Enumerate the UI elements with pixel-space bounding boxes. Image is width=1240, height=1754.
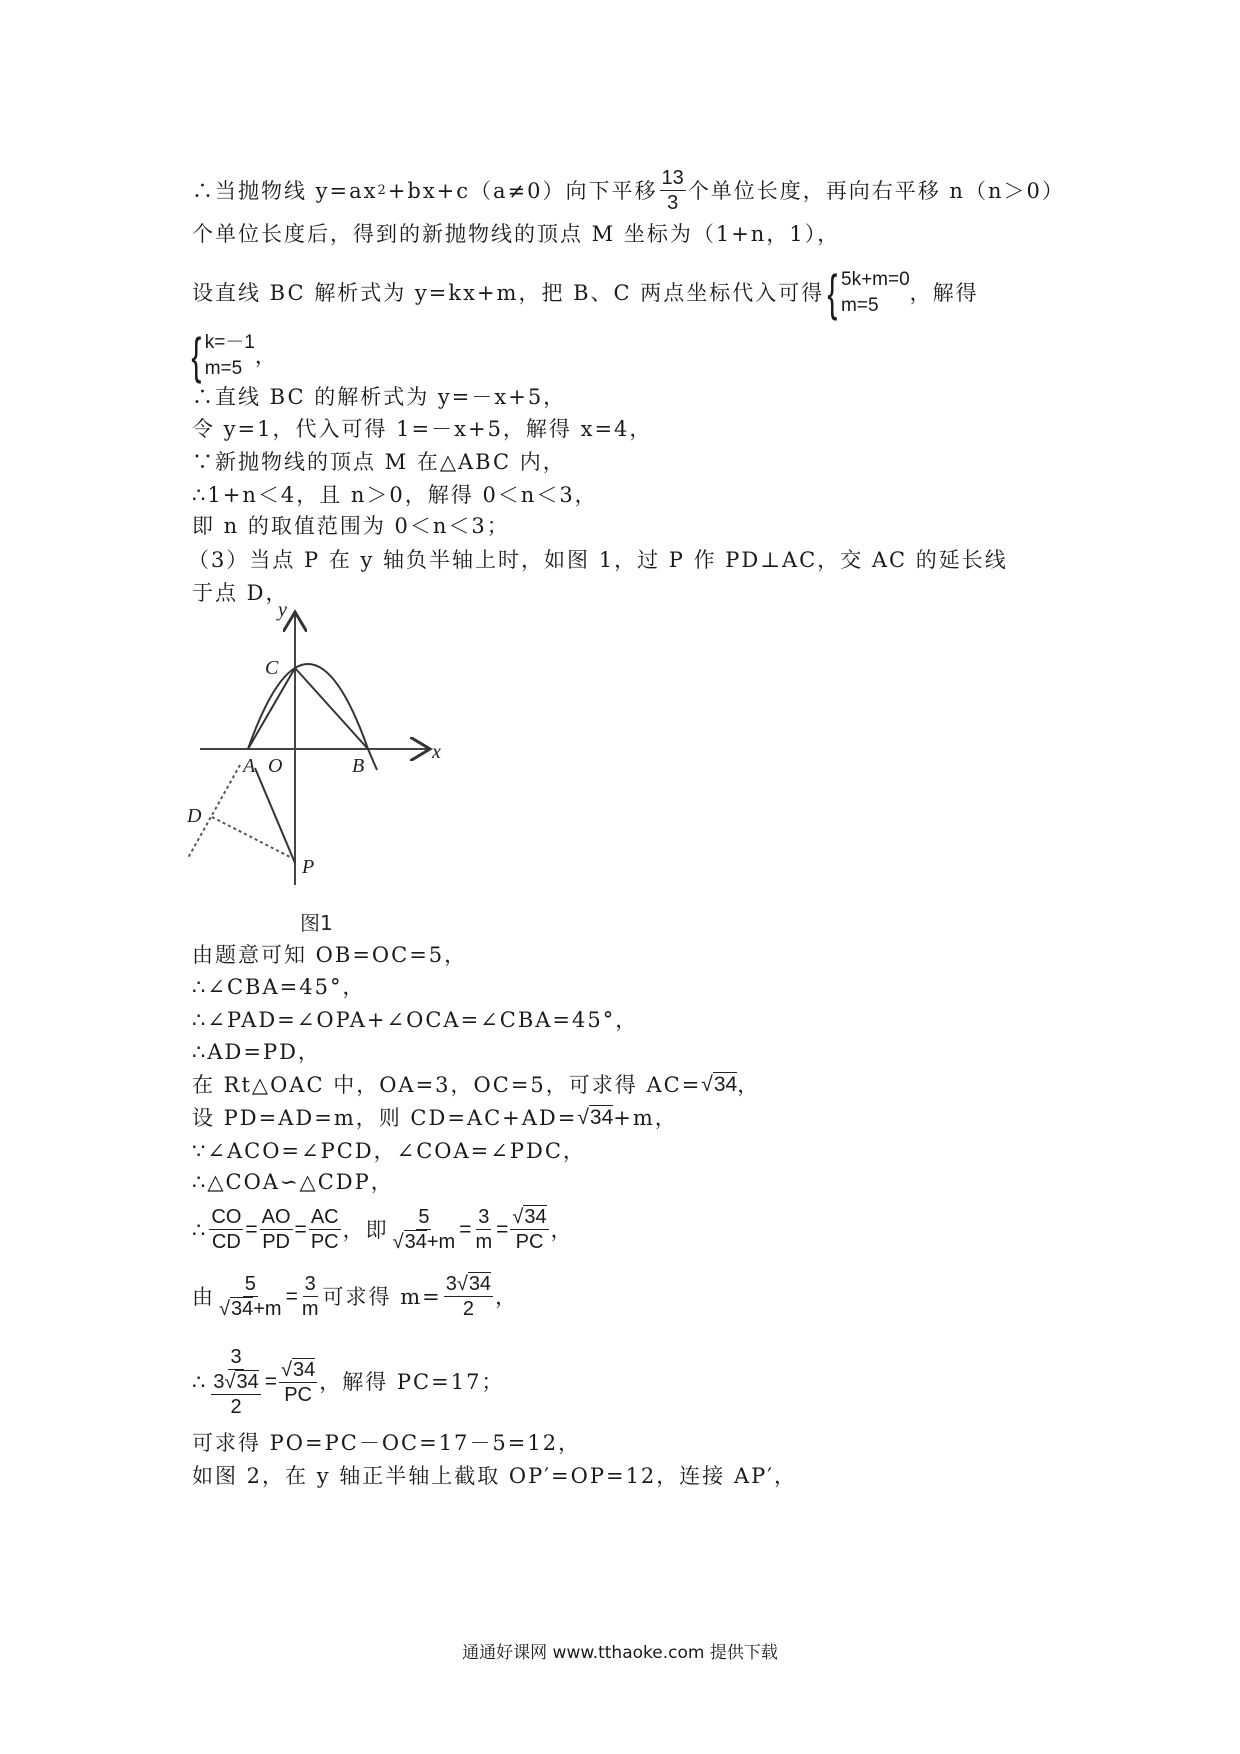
denominator: PC <box>515 1231 544 1253</box>
denominator: 2 <box>462 1298 474 1320</box>
text-segment: 由 <box>192 1284 215 1309</box>
text-line <box>192 1103 678 1133</box>
radicand: 34 <box>468 1273 492 1295</box>
label-o: O <box>268 755 283 777</box>
text-segment: +m， <box>613 1106 678 1130</box>
numerator: √34 <box>512 1206 547 1228</box>
text-line: 令 y=1，代入可得 1=－x+5，解得 x=4， <box>192 417 653 441</box>
label-c: C <box>265 657 279 679</box>
text-segment: +bx+c（a≠0）向下平移 <box>387 178 658 203</box>
text-line: 即 n 的取值范围为 0＜n＜3； <box>192 514 510 538</box>
radicand: 34 <box>236 1371 259 1393</box>
radicand: 34 <box>292 1358 316 1381</box>
text-segment: 个单位长度，再向右平移 n（n＞0） <box>687 178 1065 203</box>
text-line: 个单位长度后，得到的新抛物线的顶点 M 坐标为（1+n，1）， <box>192 222 841 246</box>
equation-system: { 5k+m=0 m=5 <box>827 265 910 321</box>
denominator-tail: +m <box>253 1298 282 1320</box>
text-line: 可求得 PO=PC－OC=17－5=12， <box>192 1431 582 1455</box>
fraction <box>217 1272 284 1321</box>
text-line: 如图 2，在 y 轴正半轴上截取 OP′=OP=12，连接 AP′， <box>192 1464 798 1488</box>
fraction <box>209 1205 243 1254</box>
numerator: 3 <box>304 1273 316 1295</box>
equation: m=5 <box>204 358 243 379</box>
fraction <box>300 1272 321 1321</box>
inner-denominator: 2 <box>230 1396 242 1418</box>
denominator: √34+m <box>219 1298 282 1320</box>
coefficient: 3 <box>445 1273 457 1295</box>
denominator: m <box>301 1298 319 1320</box>
label-d: D <box>187 805 202 827</box>
label-y: y <box>278 599 287 621</box>
numerator: CO <box>211 1206 242 1228</box>
figure-caption: 图1 <box>300 911 333 935</box>
text-line <box>192 1272 518 1321</box>
text-line: ∴∠CBA=45°， <box>192 975 366 999</box>
denominator-tail: +m <box>426 1231 456 1253</box>
compound-fraction <box>209 1345 262 1419</box>
denominator: m <box>475 1231 493 1253</box>
radicand: 34 <box>524 1206 547 1228</box>
label-a: A <box>243 755 256 777</box>
text-segment: ， <box>495 1284 519 1309</box>
inner-numerator: 3√34 <box>213 1371 259 1393</box>
numerator: AO <box>261 1206 291 1228</box>
text-line: ∴1+n＜4，且 n＞0，解得 0＜n＜3， <box>192 483 598 507</box>
text-line: ∴△COA∽△CDP， <box>192 1170 394 1194</box>
text-line <box>192 267 979 319</box>
fraction <box>444 1272 493 1321</box>
text-line <box>188 330 278 382</box>
numerator: √34 <box>281 1358 316 1381</box>
text-segment: ， <box>550 1217 574 1242</box>
figure-1-diagram <box>180 595 460 940</box>
numerator: 5 <box>418 1206 430 1228</box>
numerator: 5 <box>244 1273 256 1295</box>
text-segment: 设直线 BC 解析式为 y=kx+m，把 B、C 两点坐标代入可得 <box>192 281 825 305</box>
equation: 5k+m=0 <box>841 269 910 290</box>
radicand: 34 <box>713 1073 738 1096</box>
equals: = <box>294 1217 307 1241</box>
denominator <box>209 1370 262 1419</box>
text-segment: ， <box>737 1073 761 1097</box>
fraction <box>260 1205 293 1254</box>
denominator: 3 <box>667 192 679 214</box>
text-segment: 可求得 m= <box>322 1284 442 1309</box>
text-segment: ∴ <box>192 1217 208 1242</box>
text-line <box>192 1205 574 1254</box>
radicand: 34 <box>589 1106 614 1129</box>
label-p: P <box>302 856 315 878</box>
text-segment: 在 Rt△OAC 中，OA=3，OC=5，可求得 AC= <box>192 1073 702 1097</box>
numerator: 3 <box>478 1206 490 1228</box>
text-line: ∵新抛物线的顶点 M 在△ABC 内， <box>192 450 566 474</box>
text-line: 由题意可知 OB=OC=5， <box>192 943 468 967</box>
square-root: √34 <box>577 1106 614 1129</box>
fraction <box>510 1205 548 1254</box>
text-segment: ，解得 <box>909 281 979 305</box>
numerator: 3 <box>230 1346 242 1368</box>
equals: = <box>496 1217 509 1241</box>
exponent: 2 <box>377 182 388 198</box>
label-x: x <box>432 741 441 763</box>
text-line: ∵∠ACO=∠PCD，∠COA=∠PDC， <box>192 1139 586 1163</box>
segment-ac <box>248 668 295 749</box>
fraction <box>391 1205 458 1254</box>
square-root: √34 <box>701 1073 738 1096</box>
numerator: 3√34 <box>445 1273 492 1295</box>
denominator: PC <box>284 1383 313 1406</box>
text-segment: 设 PD=AD=m，则 CD=AC+AD= <box>192 1106 578 1130</box>
equation-system: { k=－1 m=5 <box>191 328 255 384</box>
segment-ap <box>255 768 295 863</box>
segment-pd <box>212 817 292 858</box>
text-line: ∴AD=PD， <box>192 1040 321 1064</box>
denominator: CD <box>211 1231 241 1253</box>
denominator: √34+m <box>392 1231 456 1253</box>
fraction <box>279 1358 317 1407</box>
equation: m=5 <box>841 295 879 316</box>
text-line: ∴∠PAD=∠OPA+∠OCA=∠CBA=45°， <box>192 1008 639 1032</box>
equation: k=－1 <box>204 332 255 353</box>
radicand: 34 <box>230 1298 254 1320</box>
text-line <box>192 166 1065 215</box>
text-segment: ∴当抛物线 y=ax <box>192 178 378 203</box>
label-b: B <box>352 755 365 777</box>
equals: = <box>264 1370 277 1393</box>
text-line <box>192 1070 760 1100</box>
text-line: ∴直线 BC 的解析式为 y=－x+5， <box>192 385 567 409</box>
equals: = <box>245 1217 258 1241</box>
denominator: PD <box>262 1231 290 1253</box>
coefficient: 3 <box>213 1371 225 1393</box>
denominator: PC <box>310 1231 339 1253</box>
radicand: 34 <box>404 1231 427 1253</box>
segment-bc <box>295 668 368 749</box>
fraction <box>473 1205 494 1254</box>
fraction <box>660 166 686 215</box>
text-segment: ， <box>254 344 278 368</box>
fraction <box>309 1205 341 1254</box>
text-segment: ∴ <box>192 1370 208 1394</box>
equals: = <box>459 1217 472 1241</box>
numerator: AC <box>310 1206 339 1228</box>
text-line: （3）当点 P 在 y 轴负半轴上时，如图 1，过 P 作 PD⊥AC，交 AC 的延长线 <box>188 548 1008 572</box>
text-segment: ，解得 PC=17； <box>319 1370 505 1394</box>
text-segment: ，即 <box>342 1217 389 1242</box>
numerator: 13 <box>661 167 684 189</box>
equals: = <box>285 1284 298 1308</box>
footer-watermark: 通通好课网 www.tthaoke.com 提供下载 <box>462 1643 778 1663</box>
text-line: 于点 D， <box>192 581 289 605</box>
text-line <box>192 1345 504 1419</box>
